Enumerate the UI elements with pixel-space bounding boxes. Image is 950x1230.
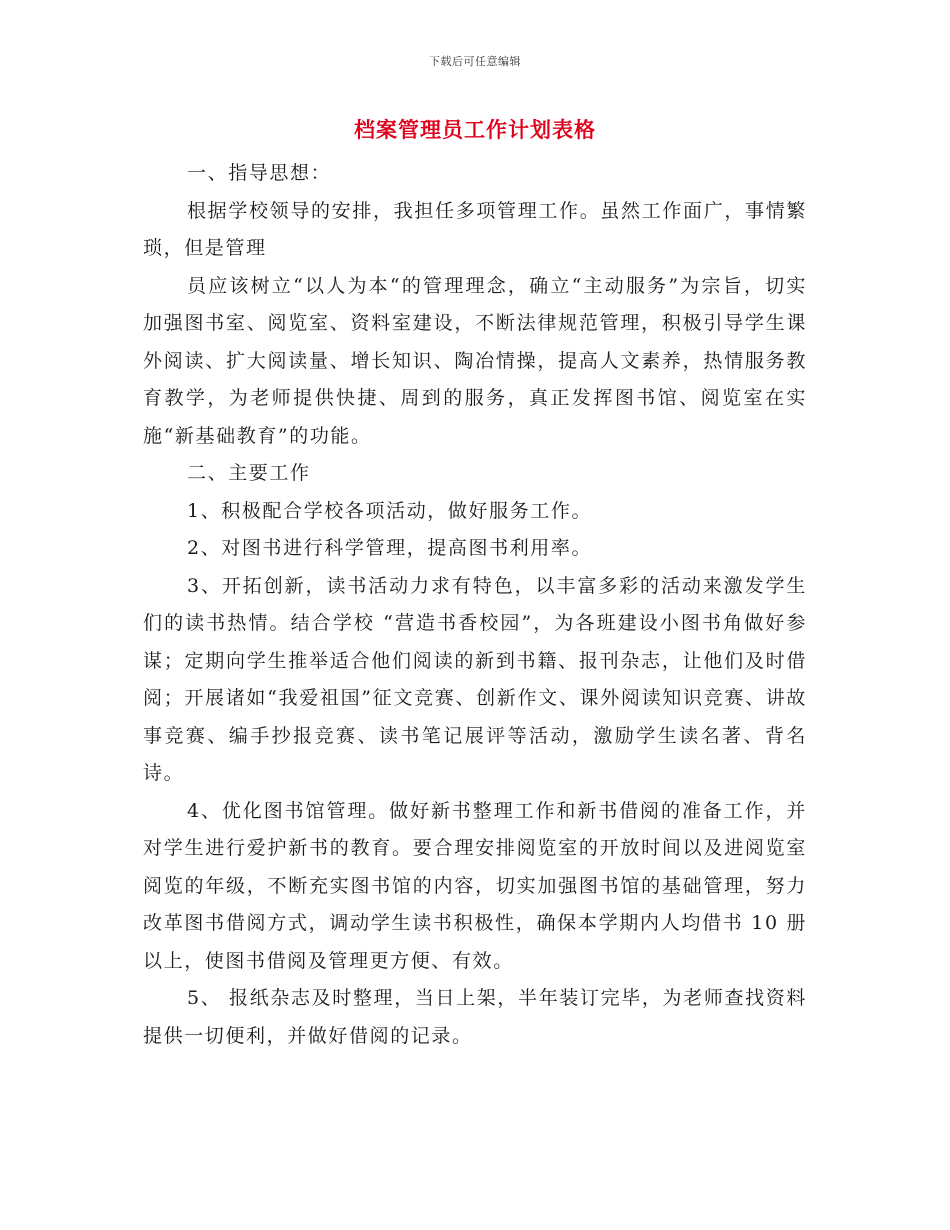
paragraph: 员应该树立“以人为本“的管理理念，确立“主动服务”为宗旨，切实加强图书室、阅览室、资料室建设，不断法律规范管理，积极引导学生课外阅读、扩大阅读量、增长知识、陶冶情操，提高人文素养，热情服务教育教学，为老师提供快捷、周到的服务，真正发挥图书馆、阅览室在实施“新基础教育”的功能。 — [143, 274, 807, 447]
paragraph: 根据学校领导的安排，我担任多项管理工作。虽然工作面广，事情繁琐，但是管理 — [143, 199, 807, 259]
list-item: 2、对图书进行科学管理，提高图书利用率。 — [187, 537, 593, 559]
document-title: 档案管理员工作计划表格 — [354, 117, 596, 142]
list-item: 5、 报纸杂志及时整理，当日上架，半年装订完毕，为老师查找资料提供一切便利，并做好借阅的记录。 — [143, 987, 807, 1047]
list-item: 3、开拓创新，读书活动力求有特色，以丰富多彩的活动来激发学生们的读书热情。结合学校 “营造书香校园”，为各班建设小图书角做好参谋；定期向学生推举适合他们阅读的新到书籍、报刊杂志，让他们及时借阅；开展诸如“我爱祖国”征文竞赛、创新作文、课外阅读知识竞赛、讲故事竞赛、编手抄报竞赛、读书笔记展评等活动，激励学生读名著、背名诗。 — [143, 574, 807, 784]
document-body — [143, 155, 807, 1055]
section-heading-main-work: 二、主要工作 — [187, 462, 311, 484]
header-note: 下载后可任意编辑 — [429, 55, 521, 68]
list-item: 4、优化图书馆管理。做好新书整理工作和新书借阅的准备工作，并对学生进行爱护新书的教育。要合理安排阅览室的开放时间以及进阅览室阅览的年级，不断充实图书馆的内容，切实加强图书馆的基础管理，努力改革图书借阅方式，调动学生读书积极性，确保本学期内人均借书 10 册以上，使图书借阅及管理更方便、有效。 — [143, 799, 807, 972]
list-item: 1、积极配合学校各项活动，做好服务工作。 — [187, 499, 593, 522]
section-heading-guiding: 一、指导思想： — [187, 162, 332, 184]
